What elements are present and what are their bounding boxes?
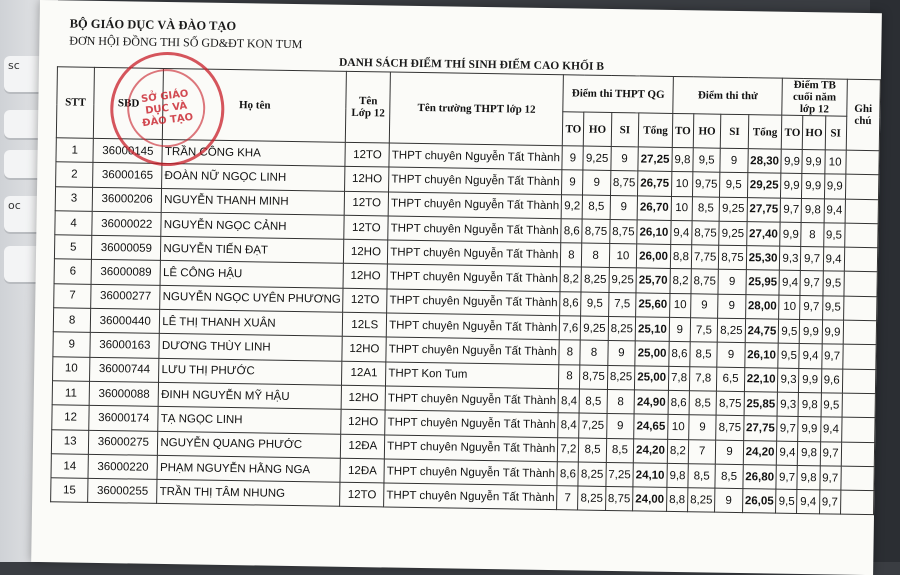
- cell-a-ho: 9,9: [799, 368, 822, 393]
- cell-cls: 12ĐA: [341, 434, 385, 459]
- cell-cls: 12TO: [340, 482, 384, 507]
- cell-t-ho: 8,5: [690, 342, 718, 367]
- cell-a-si: 9,7: [820, 441, 841, 466]
- cell-q-total: 24,00: [633, 487, 667, 512]
- cell-stt: 2: [56, 162, 94, 187]
- cell-note: [840, 466, 874, 491]
- cell-t-ho: 9: [689, 415, 717, 440]
- cell-name: ĐINH NGUYỄN MỸ HẬU: [158, 382, 342, 409]
- cell-name: NGUYỄN THANH MINH: [162, 188, 346, 215]
- cell-sbd: 36000145: [93, 138, 162, 163]
- cell-a-si: 9,5: [821, 393, 842, 418]
- cell-q-total: 24,10: [633, 463, 667, 488]
- cell-a-to: 9,9: [780, 222, 801, 247]
- score-table-body: [51, 138, 880, 515]
- cell-cls: 12LS: [343, 312, 387, 337]
- cell-t-ho: 9,5: [693, 148, 721, 173]
- cell-t-total: 22,10: [744, 367, 778, 392]
- sub-to: TO: [563, 112, 585, 146]
- cell-t-si: 9: [718, 270, 746, 295]
- cell-a-si: 9,9: [824, 174, 845, 199]
- cell-q-to: 7,6: [560, 316, 581, 341]
- cell-t-total: 25,30: [746, 246, 780, 271]
- cell-sbd: 36000022: [92, 211, 161, 236]
- cell-a-to: 9,7: [781, 198, 802, 223]
- cell-q-si: 8,75: [609, 219, 637, 244]
- cell-t-si: 9,5: [720, 173, 748, 198]
- sub-si: SI: [611, 112, 639, 146]
- cell-a-si: 10: [824, 150, 845, 175]
- cell-q-ho: 8,5: [579, 438, 607, 463]
- cell-school: THPT chuyên Nguyễn Tất Thành: [387, 289, 561, 316]
- cell-sbd: 36000174: [89, 406, 158, 431]
- cell-q-ho: 9: [583, 170, 611, 195]
- cell-t-si: 8,75: [719, 245, 747, 270]
- council-heading: ĐƠN HỘI ĐỒNG THI SỐ GD&ĐT KON TUM: [69, 33, 303, 52]
- cell-name: NGUYỄN NGỌC UYÊN PHƯƠNG: [160, 285, 344, 312]
- cell-t-ho: 7,8: [689, 366, 717, 391]
- cell-t-total: 27,75: [743, 416, 777, 441]
- sub-ho: HO: [584, 112, 612, 146]
- cell-a-si: 9,7: [819, 490, 840, 515]
- cell-sbd: 36000089: [91, 260, 160, 285]
- cell-note: [845, 199, 879, 224]
- cell-name: NGUYỄN TIẾN ĐẠT: [161, 237, 345, 264]
- cell-name: LÊ CÔNG HẬU: [160, 261, 344, 288]
- cell-cls: 12TO: [345, 191, 389, 216]
- cell-t-ho: 8,5: [688, 464, 716, 489]
- cell-note: [842, 369, 876, 394]
- keyboard-key: oc: [4, 196, 44, 234]
- cell-t-si: 9: [718, 294, 746, 319]
- cell-name: DƯƠNG THÙY LINH: [159, 334, 343, 361]
- cell-q-ho: 9,25: [581, 316, 609, 341]
- cell-q-ho: 8,75: [582, 219, 610, 244]
- cell-name: NGUYỄN NGỌC CẢNH: [161, 212, 345, 239]
- header-group-qg: Điểm thi THPT QG: [563, 75, 673, 114]
- cell-q-total: 26,75: [638, 171, 672, 196]
- cell-t-to: 8,8: [666, 488, 687, 513]
- cell-q-to: 8,4: [558, 413, 579, 438]
- cell-sbd: 36000088: [89, 381, 158, 406]
- cell-name: ĐOÀN NỮ NGỌC LINH: [162, 164, 346, 191]
- cell-q-ho: 8,25: [578, 486, 606, 511]
- header-class: Tên Lớp 12: [346, 71, 391, 143]
- cell-q-ho: 8: [580, 340, 608, 365]
- cell-q-to: 9,2: [561, 194, 582, 219]
- cell-stt: 10: [53, 356, 91, 381]
- cell-school: THPT chuyên Nguyễn Tất Thành: [385, 386, 559, 413]
- cell-cls: 12TO: [343, 288, 387, 313]
- cell-q-ho: 8,5: [582, 195, 610, 220]
- sub-total: Tổng: [638, 113, 672, 148]
- cell-note: [840, 490, 874, 515]
- cell-a-si: 9,6: [821, 368, 842, 393]
- cell-t-ho: 8,5: [689, 391, 717, 416]
- cell-a-to: 9,9: [781, 149, 802, 174]
- cell-q-to: 8,4: [558, 389, 579, 414]
- cell-q-to: 8,6: [561, 219, 582, 244]
- cell-stt: 11: [52, 381, 90, 406]
- cell-t-ho: 9,75: [692, 172, 720, 197]
- cell-a-ho: 9,7: [800, 295, 823, 320]
- header-note: Ghi chú: [846, 79, 881, 151]
- cell-note: [845, 174, 879, 199]
- cell-stt: 9: [53, 332, 91, 357]
- cell-q-ho: 8,5: [579, 389, 607, 414]
- cell-t-si: 9,25: [719, 221, 747, 246]
- cell-q-si: 9: [608, 341, 636, 366]
- cell-a-to: 10: [779, 295, 800, 320]
- cell-t-to: 9,8: [672, 147, 693, 172]
- cell-q-total: 25,00: [635, 366, 669, 391]
- cell-a-to: 9,3: [778, 368, 799, 393]
- cell-cls: 12HO: [344, 239, 388, 264]
- cell-cls: 12HO: [343, 264, 387, 289]
- cell-t-to: 8,2: [670, 269, 691, 294]
- cell-name: LƯU THỊ PHƯỚC: [159, 358, 343, 385]
- cell-q-si: 9: [606, 414, 634, 439]
- cell-q-si: 7,5: [608, 292, 636, 317]
- cell-q-total: 25,60: [636, 293, 670, 318]
- cell-a-si: 9,4: [823, 247, 844, 272]
- cell-t-total: 28,30: [748, 149, 782, 174]
- cell-note: [842, 345, 876, 370]
- cell-a-ho: 9,4: [797, 490, 820, 515]
- cell-a-to: 9,7: [777, 416, 798, 441]
- cell-a-ho: 9,9: [802, 174, 825, 199]
- cell-q-to: 8,2: [560, 267, 581, 292]
- cell-a-to: 9,5: [776, 489, 797, 514]
- cell-cls: 12HO: [342, 337, 386, 362]
- cell-t-to: 8,8: [670, 245, 691, 270]
- cell-cls: 12TO: [345, 142, 389, 167]
- cell-q-si: 8,5: [606, 438, 634, 463]
- cell-q-si: 9,25: [609, 268, 637, 293]
- cell-cls: 12ĐA: [340, 458, 384, 483]
- cell-sbd: 36000206: [92, 187, 161, 212]
- sub-ho: HO: [803, 116, 826, 150]
- cell-q-to: 7: [557, 486, 578, 511]
- cell-a-ho: 9,8: [798, 441, 821, 466]
- cell-t-total: 27,75: [747, 197, 781, 222]
- cell-t-to: 10: [669, 293, 690, 318]
- cell-school: THPT chuyên Nguyễn Tất Thành: [386, 337, 560, 364]
- cell-stt: 12: [52, 405, 90, 430]
- cell-q-total: 24,90: [634, 390, 668, 415]
- cell-sbd: 36000277: [91, 284, 160, 309]
- header-name: Họ tên: [163, 68, 347, 142]
- cell-t-total: 27,40: [746, 222, 780, 247]
- cell-t-total: 28,00: [745, 294, 779, 319]
- cell-a-ho: 9,9: [798, 417, 821, 442]
- cell-t-ho: 8,25: [687, 488, 715, 513]
- cell-a-ho: 9,8: [799, 392, 822, 417]
- header-school: Tên trường THPT lớp 12: [389, 72, 563, 146]
- cell-q-total: 25,10: [635, 317, 669, 342]
- cell-note: [843, 320, 877, 345]
- cell-name: TẠ NGỌC LINH: [158, 407, 342, 434]
- cell-t-to: 9,8: [667, 463, 688, 488]
- cell-t-total: 24,20: [743, 440, 777, 465]
- cell-t-si: 6,5: [717, 367, 745, 392]
- cell-t-ho: 8,5: [692, 196, 720, 221]
- cell-q-to: 9: [562, 146, 583, 171]
- cell-stt: 15: [51, 478, 89, 503]
- cell-note: [842, 393, 876, 418]
- cell-name: NGUYỄN QUANG PHƯỚC: [158, 431, 342, 458]
- cell-note: [844, 272, 878, 297]
- cell-a-to: 9,5: [779, 319, 800, 344]
- cell-q-total: 25,70: [636, 268, 670, 293]
- header-group-trial: Điểm thi thử: [673, 76, 783, 115]
- cell-q-si: 8,75: [610, 171, 638, 196]
- cell-a-si: 9,5: [823, 271, 844, 296]
- cell-name: LÊ THỊ THANH XUÂN: [160, 310, 344, 337]
- cell-q-ho: 8: [582, 243, 610, 268]
- cell-q-si: 8,25: [607, 365, 635, 390]
- header-sbd: SBD: [94, 67, 164, 139]
- cell-sbd: 36000275: [89, 430, 158, 455]
- keyboard-key: sc: [4, 56, 44, 94]
- cell-t-to: 10: [668, 415, 689, 440]
- cell-t-to: 10: [671, 196, 692, 221]
- cell-q-ho: 8,75: [580, 365, 608, 390]
- cell-cls: 12HO: [341, 410, 385, 435]
- cell-t-si: 9: [717, 343, 745, 368]
- cell-a-si: 9,5: [822, 296, 843, 321]
- cell-note: [843, 296, 877, 321]
- cell-a-ho: 9,4: [799, 344, 822, 369]
- cell-q-total: 25,00: [635, 341, 669, 366]
- cell-school: THPT chuyên Nguyễn Tất Thành: [388, 240, 562, 267]
- cell-t-ho: 7,75: [691, 245, 719, 270]
- cell-t-total: 26,80: [743, 464, 777, 489]
- cell-cls: 12HO: [342, 385, 386, 410]
- cell-a-ho: 9,9: [800, 320, 823, 345]
- cell-t-to: 9: [669, 318, 690, 343]
- cell-a-to: 9,3: [778, 392, 799, 417]
- cell-name: TRẦN THỊ TÂM NHUNG: [157, 480, 341, 507]
- cell-t-total: 29,25: [747, 173, 781, 198]
- cell-t-si: 9: [720, 148, 748, 173]
- cell-t-ho: 7,5: [690, 318, 718, 343]
- cell-a-to: 9,3: [780, 246, 801, 271]
- cell-q-total: 24,65: [634, 414, 668, 439]
- cell-t-ho: 8,75: [692, 221, 720, 246]
- official-seal-text: SỞ GIÁO DỤC VÀ ĐÀO TẠO: [140, 88, 194, 130]
- cell-school: THPT chuyên Nguyễn Tất Thành: [387, 264, 561, 291]
- cell-stt: 14: [51, 454, 89, 479]
- cell-t-ho: 7: [688, 439, 716, 464]
- cell-t-si: 8,25: [717, 318, 745, 343]
- cell-a-ho: 9,8: [802, 198, 825, 223]
- cell-school: THPT chuyên Nguyễn Tất Thành: [385, 435, 559, 462]
- sub-si: SI: [721, 114, 749, 148]
- cell-a-ho: 9,7: [800, 271, 823, 296]
- cell-a-to: 9,9: [781, 173, 802, 198]
- sub-si: SI: [825, 116, 847, 150]
- cell-t-total: 25,85: [744, 392, 778, 417]
- cell-stt: 8: [53, 308, 91, 333]
- cell-q-si: 10: [609, 244, 637, 269]
- cell-a-to: 9,4: [777, 441, 798, 466]
- cell-cls: 12A1: [342, 361, 386, 386]
- cell-a-si: 9,9: [822, 320, 843, 345]
- sub-ho: HO: [693, 114, 721, 148]
- sub-to: TO: [672, 113, 694, 147]
- cell-q-si: 8,25: [608, 317, 636, 342]
- cell-school: THPT chuyên Nguyễn Tất Thành: [389, 167, 563, 194]
- cell-t-to: 8,6: [668, 390, 689, 415]
- official-seal-inner-ring: [123, 65, 210, 152]
- cell-t-si: 8,75: [716, 415, 744, 440]
- cell-q-to: 8: [561, 243, 582, 268]
- cell-q-si: 8: [607, 389, 635, 414]
- cell-note: [844, 223, 878, 248]
- cell-sbd: 36000163: [90, 333, 159, 358]
- cell-t-to: 8,6: [669, 342, 690, 367]
- cell-q-to: 8: [559, 340, 580, 365]
- cell-q-ho: 7,25: [579, 413, 607, 438]
- cell-q-to: 8: [559, 364, 580, 389]
- cell-t-total: 26,10: [744, 343, 778, 368]
- cell-t-ho: 9: [690, 294, 718, 319]
- cell-t-ho: 8,75: [691, 269, 719, 294]
- cell-stt: 13: [51, 429, 89, 454]
- cell-school: THPT chuyên Nguyễn Tất Thành: [384, 459, 558, 486]
- cell-note: [845, 150, 879, 175]
- cell-cls: 12TO: [344, 215, 388, 240]
- cell-sbd: 36000440: [91, 308, 160, 333]
- cell-stt: 1: [56, 138, 94, 163]
- cell-name: TRẦN CÔNG KHA: [162, 139, 346, 166]
- cell-t-si: 8,5: [715, 464, 743, 489]
- cell-name: PHẠM NGUYỄN HẰNG NGA: [157, 455, 341, 482]
- cell-t-to: 7,8: [668, 366, 689, 391]
- cell-q-ho: 8,25: [578, 462, 606, 487]
- cell-a-si: 9,5: [823, 223, 844, 248]
- cell-a-si: 9,7: [819, 466, 840, 491]
- cell-t-si: 9: [716, 440, 744, 465]
- cell-stt: 7: [54, 284, 92, 309]
- cell-q-ho: 9,5: [581, 292, 609, 317]
- cell-school: THPT chuyên Nguyễn Tất Thành: [385, 410, 559, 437]
- cell-note: [841, 417, 875, 442]
- cell-a-ho: 9,8: [797, 465, 820, 490]
- cell-q-to: 8,6: [560, 291, 581, 316]
- cell-q-total: 26,10: [637, 220, 671, 245]
- cell-note: [841, 442, 875, 467]
- cell-q-si: 9: [611, 146, 639, 171]
- cell-q-ho: 9,25: [583, 146, 611, 171]
- header-stt: STT: [56, 67, 94, 139]
- cell-note: [844, 247, 878, 272]
- cell-a-to: 9,4: [779, 271, 800, 296]
- cell-sbd: 36000165: [93, 163, 162, 188]
- cell-school: THPT chuyên Nguyễn Tất Thành: [388, 216, 562, 243]
- cell-q-to: 7,2: [558, 437, 579, 462]
- cell-sbd: 36000220: [88, 454, 157, 479]
- cell-a-to: 9,5: [778, 344, 799, 369]
- cell-school: THPT chuyên Nguyễn Tất Thành: [388, 192, 562, 219]
- cell-q-total: 26,00: [636, 244, 670, 269]
- cell-q-to: 8,6: [557, 462, 578, 487]
- cell-a-si: 9,4: [824, 198, 845, 223]
- cell-q-si: 9: [610, 195, 638, 220]
- sub-to: TO: [782, 115, 804, 149]
- cell-q-ho: 8,25: [581, 268, 609, 293]
- cell-t-to: 10: [671, 172, 692, 197]
- cell-t-si: 8,75: [716, 391, 744, 416]
- cell-t-si: 9,25: [719, 197, 747, 222]
- cell-a-ho: 8: [801, 222, 824, 247]
- cell-a-si: 9,4: [820, 417, 841, 442]
- cell-a-si: 9,7: [821, 344, 842, 369]
- cell-school: THPT chuyên Nguyễn Tất Thành: [386, 313, 560, 340]
- cell-q-total: 27,25: [638, 147, 672, 172]
- cell-school: THPT chuyên Nguyễn Tất Thành: [389, 143, 563, 170]
- cell-school: THPT Kon Tum: [386, 362, 560, 389]
- cell-stt: 4: [55, 211, 93, 236]
- cell-cls: 12HO: [345, 167, 389, 192]
- cell-t-total: 25,95: [746, 270, 780, 295]
- cell-sbd: 36000744: [90, 357, 159, 382]
- cell-a-to: 9,7: [776, 465, 797, 490]
- cell-a-ho: 9,9: [802, 149, 825, 174]
- cell-q-total: 24,20: [633, 438, 667, 463]
- sub-total: Tổng: [748, 115, 782, 150]
- cell-stt: 3: [55, 186, 93, 211]
- cell-sbd: 36000059: [92, 236, 161, 261]
- ministry-heading: BỘ GIÁO DỤC VÀ ĐÀO TẠO: [69, 16, 237, 34]
- cell-t-total: 26,05: [742, 489, 776, 514]
- cell-t-total: 24,75: [745, 319, 779, 344]
- cell-t-to: 9,4: [671, 220, 692, 245]
- cell-q-to: 9: [562, 170, 583, 195]
- cell-a-ho: 9,7: [801, 247, 824, 272]
- cell-school: THPT chuyên Nguyễn Tất Thành: [384, 483, 558, 510]
- cell-q-si: 8,75: [605, 487, 633, 512]
- document-page: [31, 0, 882, 575]
- cell-stt: 6: [54, 259, 92, 284]
- header-group-avg: Điểm TB cuối năm lớp 12: [782, 78, 847, 116]
- cell-sbd: 36000255: [88, 478, 157, 503]
- cell-t-si: 9: [715, 488, 743, 513]
- cell-q-si: 7,25: [606, 462, 634, 487]
- document-title: DANH SÁCH ĐIỂM THÍ SINH ĐIỂM CAO KHỐI B: [338, 56, 605, 73]
- cell-t-to: 8,2: [667, 439, 688, 464]
- cell-q-total: 26,70: [637, 196, 671, 221]
- cell-stt: 5: [54, 235, 92, 260]
